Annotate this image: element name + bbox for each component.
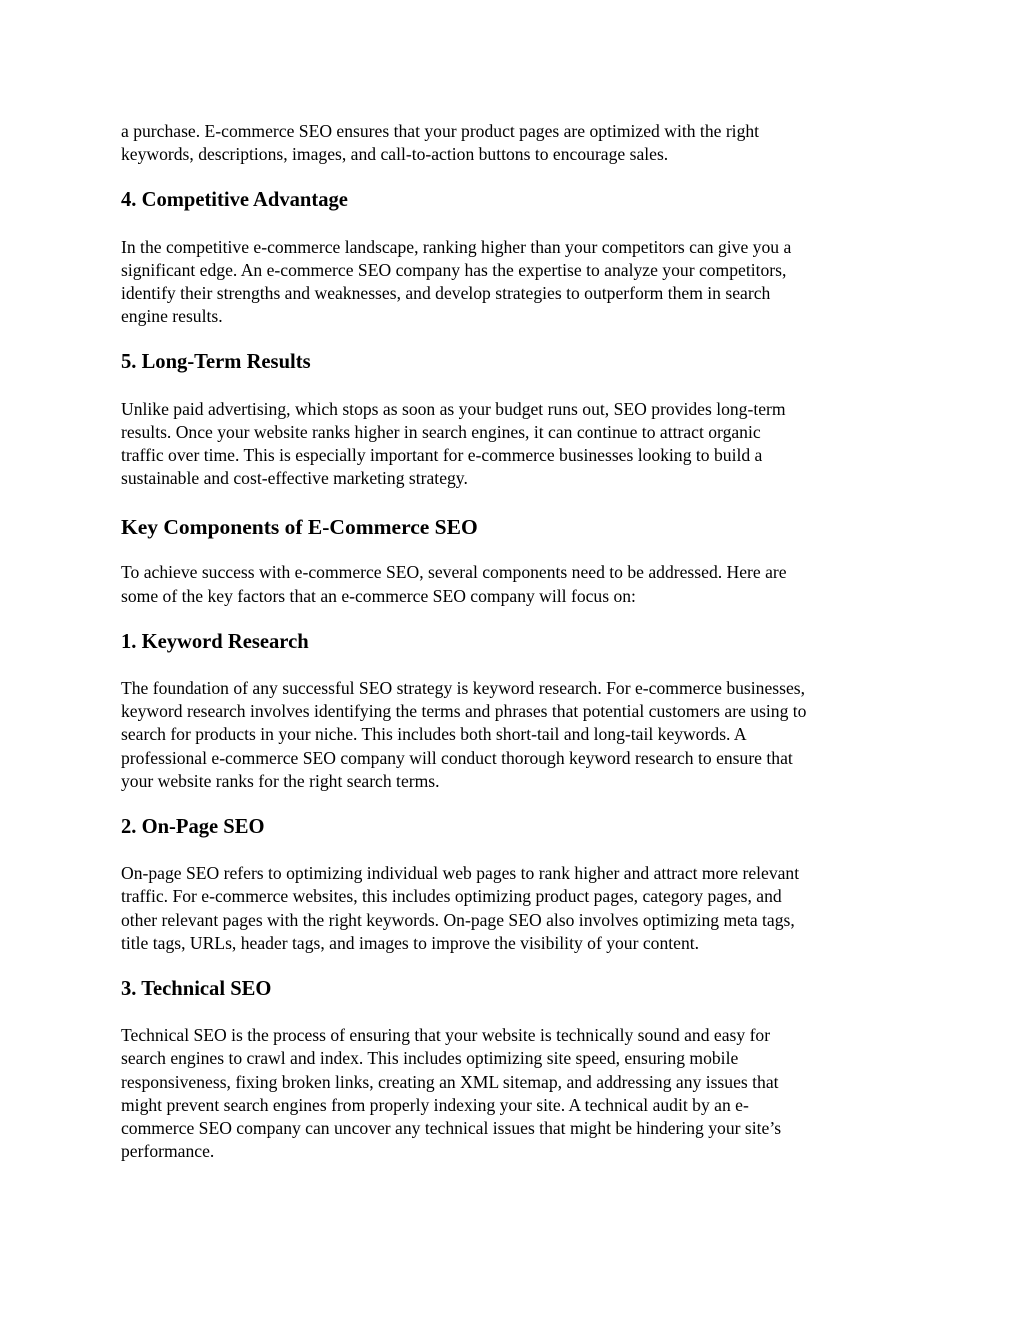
document-page (121, 120, 911, 1164)
text-line: To achieve success with e-commerce SEO, several components need to be addressed. Here are (121, 562, 787, 583)
paragraph-key-components-intro (121, 561, 911, 607)
text-line: Unlike paid advertising, which stops as soon as your budget runs out, SEO provides long-term (121, 398, 786, 419)
text-line: commerce SEO company can uncover any technical issues that might be hindering your site’s (121, 1118, 782, 1139)
heading-on-page-seo: 2. On-Page SEO (121, 816, 265, 839)
text-line: sustainable and cost-effective marketing strategy. (121, 468, 468, 489)
text-line: Technical SEO is the process of ensuring that your website is technically sound and easy for (121, 1025, 771, 1046)
paragraph-competitive-advantage (121, 236, 911, 329)
text-line: keywords, descriptions, images, and call-to-action buttons to encourage sales. (121, 144, 669, 165)
text-line: engine results. (121, 306, 223, 327)
heading-key-components: Key Components of E-Commerce SEO (121, 515, 478, 540)
text-line: On-page SEO refers to optimizing individual web pages to rank higher and attract more relevant (121, 863, 800, 884)
heading-long-term-results: 5. Long-Term Results (121, 351, 311, 374)
paragraph-purchase-optimization (121, 120, 911, 166)
text-line: significant edge. An e-commerce SEO company has the expertise to analyze your competitors, (121, 259, 787, 280)
text-line: might prevent search engines from properly indexing your site. A technical audit by an e- (121, 1094, 749, 1115)
text-line: In the competitive e-commerce landscape, ranking higher than your competitors can give you a (121, 236, 792, 257)
text-line: responsiveness, fixing broken links, creating an XML sitemap, and addressing any issues that (121, 1071, 779, 1092)
text-line: identify their strengths and weaknesses, and develop strategies to outperform them in search (121, 283, 771, 304)
paragraph-long-term-results (121, 398, 911, 491)
text-line: performance. (121, 1141, 215, 1162)
text-line: results. Once your website ranks higher in search engines, it can continue to attract organic (121, 421, 761, 442)
heading-keyword-research: 1. Keyword Research (121, 630, 309, 653)
text-line: traffic. For e-commerce websites, this includes optimizing product pages, category pages, and (121, 886, 782, 907)
text-line: The foundation of any successful SEO strategy is keyword research. For e-commerce businesses, (121, 678, 805, 699)
paragraph-technical-seo (121, 1024, 911, 1163)
heading-competitive-advantage: 4. Competitive Advantage (121, 189, 348, 212)
text-line: traffic over time. This is especially important for e-commerce businesses looking to build a (121, 445, 763, 466)
text-line: a purchase. E-commerce SEO ensures that your product pages are optimized with the right (121, 121, 760, 141)
text-line: professional e-commerce SEO company will conduct thorough keyword research to ensure that (121, 747, 793, 768)
text-line: search for products in your niche. This includes both short-tail and long-tail keywords. A (121, 724, 747, 745)
text-line: some of the key factors that an e-commerce SEO company will focus on: (121, 585, 636, 606)
text-line: search engines to crawl and index. This includes optimizing site speed, ensuring mobile (121, 1048, 739, 1069)
text-line: title tags, URLs, header tags, and images to improve the visibility of your content. (121, 932, 700, 953)
text-line: keyword research involves identifying the terms and phrases that potential customers are using to (121, 701, 807, 722)
paragraph-on-page-seo (121, 862, 911, 955)
heading-technical-seo: 3. Technical SEO (121, 978, 272, 1001)
paragraph-keyword-research (121, 677, 911, 793)
text-line: your website ranks for the right search terms. (121, 770, 440, 791)
text-line: other relevant pages with the right keywords. On-page SEO also involves optimizing meta tags, (121, 909, 795, 930)
